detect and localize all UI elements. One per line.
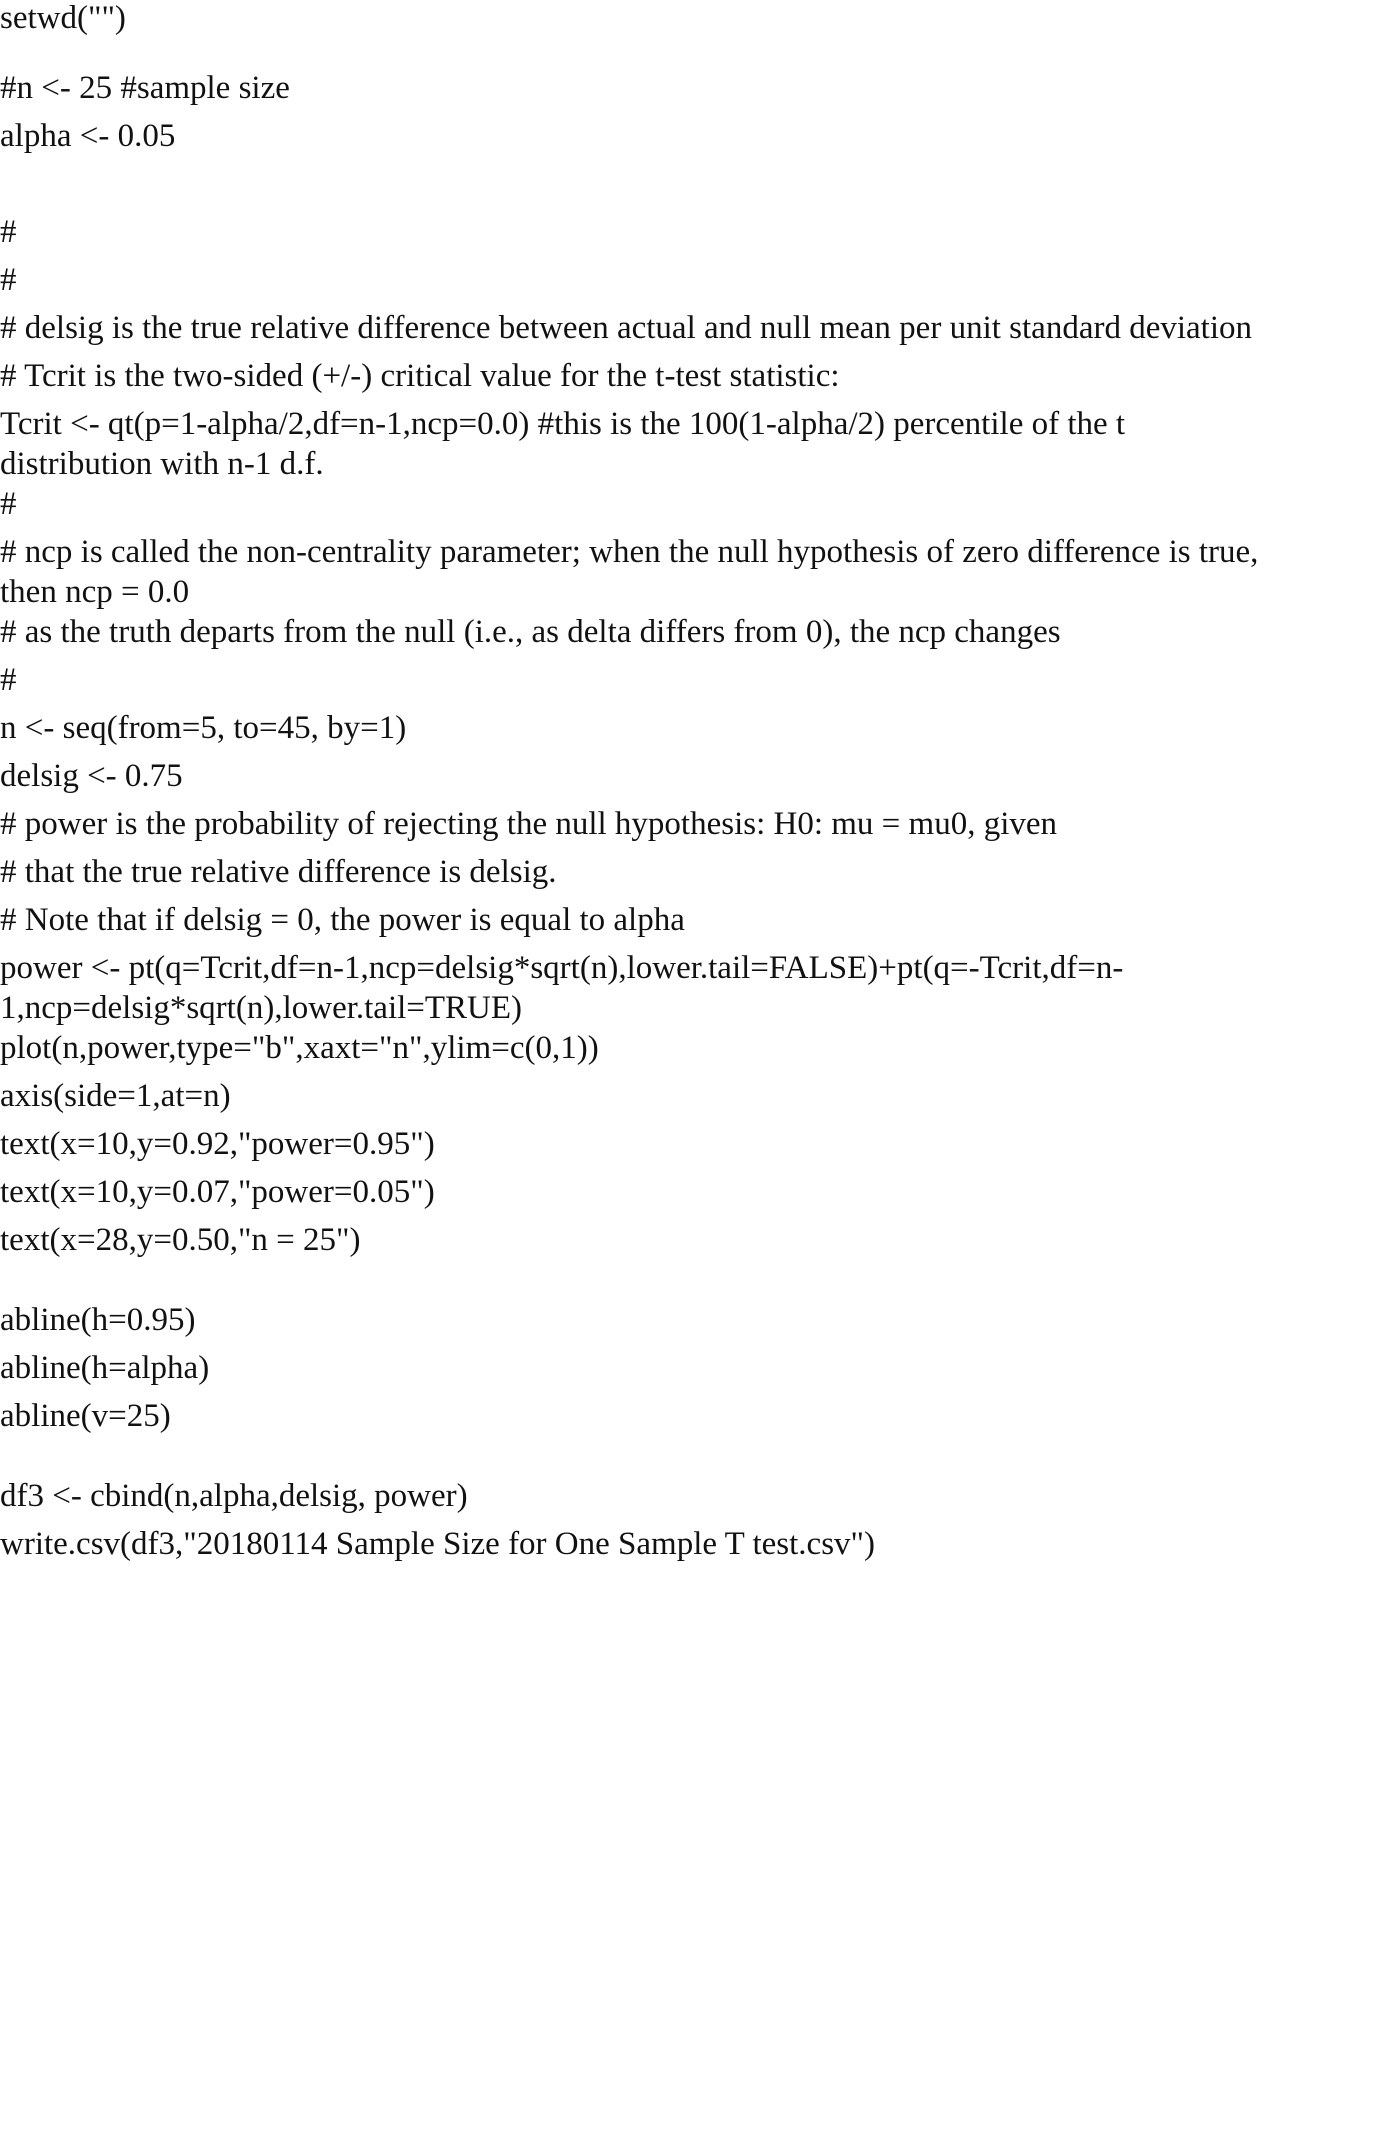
- code-line-text: text(x=10,y=0.07,"power=0.05"): [0, 1174, 435, 1210]
- code-line-text: axis(side=1,at=n): [0, 1078, 231, 1114]
- code-line: [0, 1124, 1370, 1164]
- code-line: [0, 0, 1370, 38]
- code-line-text: #: [0, 214, 17, 250]
- code-line: [0, 1076, 1370, 1116]
- code-line-continuation: 1,ncp=delsig*sqrt(n),lower.tail=TRUE): [0, 990, 523, 1026]
- code-line: [0, 484, 1370, 524]
- code-line: [0, 660, 1370, 700]
- code-line: [0, 68, 1370, 108]
- code-line: [0, 308, 1370, 348]
- code-line-text: abline(v=25): [0, 1398, 171, 1434]
- code-line: [0, 612, 1370, 652]
- code-line: [0, 708, 1370, 748]
- code-line: [0, 948, 1370, 1028]
- code-line-text: # delsig is the true relative difference between actual and null mean per unit standard deviation: [0, 310, 1253, 346]
- code-line-text: delsig <- 0.75: [0, 758, 183, 794]
- code-line-text: alpha <- 0.05: [0, 118, 176, 154]
- code-line-text: # ncp is called the non-centrality parameter; when the null hypothesis of zero difference is true,: [0, 534, 1259, 570]
- code-line: [0, 1476, 1370, 1516]
- code-line-text: Tcrit <- qt(p=1-alpha/2,df=n-1,ncp=0.0) #this is the 100(1-alpha/2) percentile of the t: [0, 406, 1126, 442]
- code-line-text: #: [0, 662, 17, 698]
- code-line-text: write.csv(df3,"20180114 Sample Size for One Sample T test.csv"): [0, 1526, 875, 1562]
- code-line-text: text(x=28,y=0.50,"n = 25"): [0, 1222, 361, 1258]
- code-line-text: #: [0, 262, 17, 298]
- code-line: [0, 260, 1370, 300]
- code-line-text: # Tcrit is the two-sided (+/-) critical value for the t-test statistic:: [0, 358, 840, 394]
- code-line-text: #n <- 25 #sample size: [0, 70, 290, 106]
- code-line: [0, 532, 1370, 612]
- code-line-text: # that the true relative difference is delsig.: [0, 854, 557, 890]
- code-line-text: power <- pt(q=Tcrit,df=n-1,ncp=delsig*sqrt(n),lower.tail=FALSE)+pt(q=-Tcrit,df=n-: [0, 950, 1124, 986]
- code-line: [0, 1172, 1370, 1212]
- code-line: [0, 1524, 1370, 1564]
- code-line-text: df3 <- cbind(n,alpha,delsig, power): [0, 1478, 468, 1514]
- code-line: [0, 1396, 1370, 1436]
- code-line: [0, 900, 1370, 940]
- code-line: [0, 404, 1370, 484]
- code-line-continuation: then ncp = 0.0: [0, 574, 190, 610]
- code-line-text: # power is the probability of rejecting the null hypothesis: H0: mu = mu0, given: [0, 806, 1058, 842]
- code-line: [0, 116, 1370, 156]
- code-line: [0, 1348, 1370, 1388]
- code-line-text: n <- seq(from=5, to=45, by=1): [0, 710, 407, 746]
- code-line-text: text(x=10,y=0.92,"power=0.95"): [0, 1126, 435, 1162]
- code-line-text: #: [0, 486, 17, 522]
- code-line-continuation: distribution with n-1 d.f.: [0, 446, 324, 482]
- code-line-text: setwd(""): [0, 0, 126, 36]
- code-line: [0, 1028, 1370, 1068]
- code-line: [0, 756, 1370, 796]
- code-line-text: abline(h=alpha): [0, 1350, 210, 1386]
- code-line-text: # Note that if delsig = 0, the power is equal to alpha: [0, 902, 685, 938]
- code-line-text: plot(n,power,type="b",xaxt="n",ylim=c(0,1)): [0, 1030, 599, 1066]
- code-line: [0, 852, 1370, 892]
- code-line-text: # as the truth departs from the null (i.e., as delta differs from 0), the ncp changes: [0, 614, 1061, 650]
- code-line: [0, 804, 1370, 844]
- code-line: [0, 1300, 1370, 1340]
- code-line: [0, 212, 1370, 252]
- code-line: [0, 356, 1370, 396]
- code-line-text: abline(h=0.95): [0, 1302, 196, 1338]
- code-line: [0, 1220, 1370, 1260]
